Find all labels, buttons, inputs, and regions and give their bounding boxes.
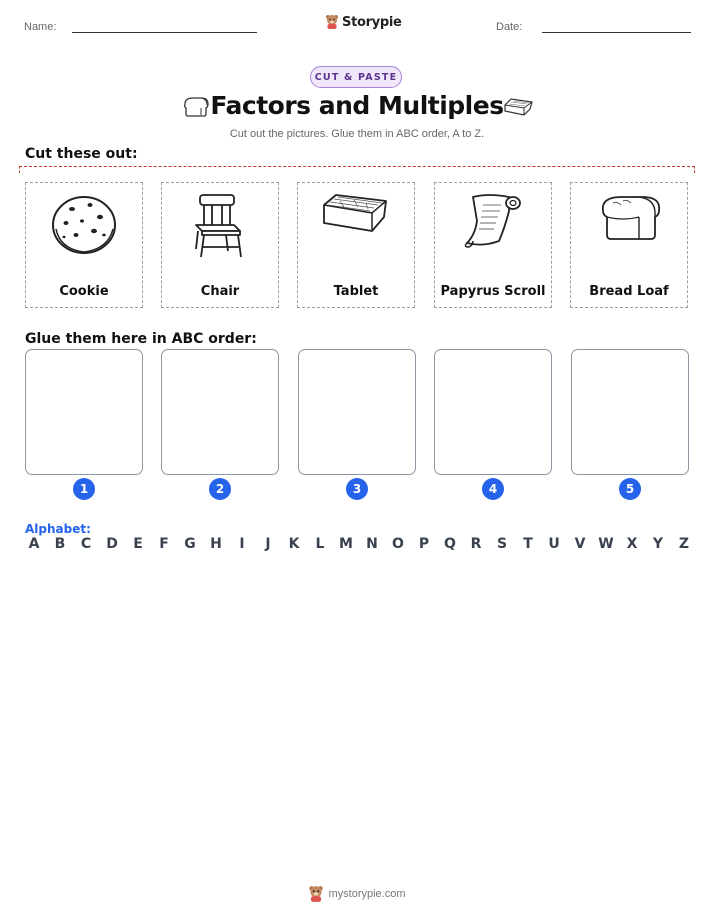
alphabet-letter: T [523,536,533,552]
cut-section-heading: Cut these out: [25,146,138,162]
card-label-chair: Chair [200,284,240,299]
cut-paste-badge: CUT & PASTE [310,66,402,88]
glue-box-5[interactable] [571,349,689,475]
glue-box-1[interactable] [25,349,143,475]
order-number-3: 3 [346,478,368,500]
alphabet-letter: W [598,536,614,552]
alphabet-letter: L [315,536,325,552]
alphabet-letter: D [106,536,118,552]
card-label-papyrus-scroll: Papyrus Scroll [440,284,546,299]
chair-icon [186,191,254,259]
footer [0,885,714,903]
alphabet-letter: N [366,536,378,552]
alphabet-letter: J [265,536,271,552]
glue-box-3[interactable] [298,349,416,475]
tablet-decoration-icon [502,97,534,117]
cut-card-cookie[interactable] [25,182,143,308]
alphabet-letter: E [133,536,143,552]
alphabet-letter: Q [444,536,456,552]
footer-site: mystorypie.com [328,888,406,900]
glue-box-4[interactable] [434,349,552,475]
scroll-icon [459,191,525,249]
alphabet-strip [25,536,693,552]
order-number-2: 2 [209,478,231,500]
date-label: Date: [496,21,523,33]
name-label: Name: [24,21,57,33]
cut-card-bread-loaf[interactable] [570,182,688,308]
cut-card-chair[interactable] [161,182,279,308]
cookie-icon [50,191,118,255]
storypie-logo [325,14,402,30]
alphabet-letter: C [80,536,92,552]
alphabet-letter: I [239,536,245,552]
card-label-tablet: Tablet [333,284,379,299]
alphabet-letter: S [496,536,508,552]
alphabet-letter: K [288,536,300,552]
instructions: Cut out the pictures. Glue them in ABC order, A to Z. [229,128,485,140]
alphabet-letter: G [184,536,196,552]
alphabet-letter: P [418,536,430,552]
tablet-icon [320,191,390,239]
glue-section-heading: Glue them here in ABC order: [25,331,257,347]
cut-card-tablet[interactable] [297,182,415,308]
alphabet-letter: A [28,536,40,552]
cut-dashed-line [19,166,695,173]
alphabet-letter: V [574,536,586,552]
glue-box-2[interactable] [161,349,279,475]
alphabet-letter: H [210,536,222,552]
page-title: Factors and Multiples [210,91,504,120]
card-label-bread-loaf: Bread Loaf [589,284,669,299]
alphabet-letter: M [339,536,353,552]
date-line[interactable] [542,32,691,33]
brand-name: Storypie [342,14,402,30]
alphabet-letter: U [548,536,560,552]
bread-loaf-icon [597,193,665,243]
alphabet-letter: X [626,536,638,552]
alphabet-letter: Z [678,536,690,552]
alphabet-letter: R [470,536,482,552]
name-line[interactable] [72,32,257,33]
alphabet-label: Alphabet: [25,522,91,536]
bear-mascot-icon [325,14,339,30]
card-label-cookie: Cookie [59,284,109,299]
order-number-1: 1 [73,478,95,500]
alphabet-letter: B [54,536,66,552]
order-number-4: 4 [482,478,504,500]
alphabet-letter: Y [652,536,664,552]
cut-card-papyrus-scroll[interactable] [434,182,552,308]
order-number-5: 5 [619,478,641,500]
alphabet-letter: O [392,536,404,552]
bear-mascot-icon [308,885,324,903]
alphabet-letter: F [159,536,169,552]
